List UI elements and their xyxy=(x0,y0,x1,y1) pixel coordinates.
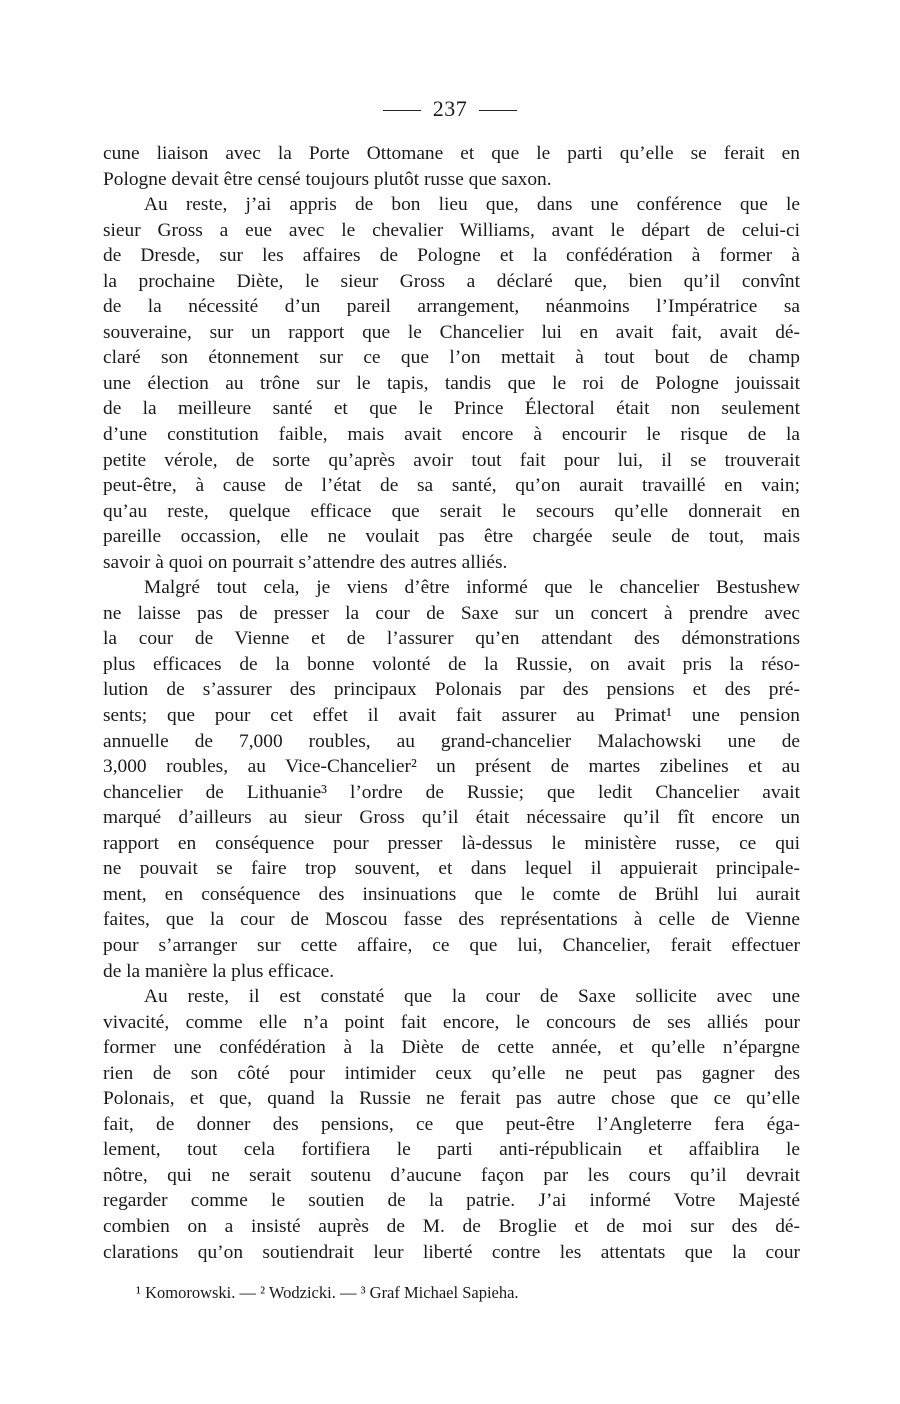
text-line: rien de son côté pour intimider ceux qu’elle ne peut pas gagner des xyxy=(103,1062,800,1084)
text-line: 3,000 roubles, au Vice-Chancelier² un présent de martes zibelines et au xyxy=(103,756,800,778)
text-line: la cour de Vienne et de l’assurer qu’en attendant des démonstrations xyxy=(103,628,800,650)
text-line: de la meilleure santé et que le Prince Électoral était non seulement xyxy=(103,398,800,420)
text-line: clarations qu’on soutiendrait leur liberté contre les attentats que la cour xyxy=(103,1241,800,1263)
text-line: Malgré tout cela, je viens d’être informé que le chancelier Bestushew xyxy=(144,577,800,599)
text-line: fait, de donner des pensions, ce que peut-être l’Angleterre fera éga- xyxy=(103,1113,800,1135)
text-line: ne pouvait se faire trop souvent, et dans lequel il appuierait principale- xyxy=(103,858,800,880)
text-line: former une confédération à la Diète de cette année, et qu’elle n’épargne xyxy=(103,1037,800,1059)
body-text xyxy=(103,141,800,1265)
text-line: faites, que la cour de Moscou fasse des représentations à celle de Vienne xyxy=(103,909,800,931)
text-line: peut-être, à cause de l’état de sa santé, qu’on aurait travaillé en vain; xyxy=(103,475,800,497)
footnotes: ¹ Komorowski. — ² Wodzicki. — ³ Graf Michael Sapieha. xyxy=(136,1283,519,1302)
text-line: sieur Gross a eue avec le chevalier Williams, avant le départ de celui-ci xyxy=(103,219,800,241)
text-line: vivacité, comme elle n’a point fait encore, le concours de ses alliés pour xyxy=(103,1011,800,1033)
text-line: claré son étonnement sur ce que l’on mettait à tout bout de champ xyxy=(103,347,800,369)
left-rule xyxy=(383,110,421,111)
text-line: ne laisse pas de presser la cour de Saxe sur un concert à prendre avec xyxy=(103,602,800,624)
text-line: combien on a insisté auprès de M. de Broglie et de moi sur des dé- xyxy=(103,1215,800,1237)
text-line: petite vérole, de sorte qu’après avoir tout fait pour lui, il se trouverait xyxy=(103,449,800,471)
text-line: pareille occassion, elle ne voulait pas être chargée seule de tout, mais xyxy=(103,526,800,548)
text-line: Au reste, il est constaté que la cour de Saxe sollicite avec une xyxy=(144,986,800,1008)
text-line: savoir à quoi on pourrait s’attendre des autres alliés. xyxy=(103,551,508,573)
text-line: qu’au reste, quelque efficace que serait le secours qu’elle donnerait en xyxy=(103,500,800,522)
text-line: lement, tout cela fortifiera le parti anti-républicain et affaiblira le xyxy=(103,1139,800,1161)
text-line: marqué d’ailleurs au sieur Gross qu’il était nécessaire qu’il fît encore un xyxy=(103,807,800,829)
text-line: de Dresde, sur les affaires de Pologne et la confédération à former à xyxy=(103,245,800,267)
text-line: la prochaine Diète, le sieur Gross a déclaré que, bien qu’il convînt xyxy=(103,270,800,292)
text-line: d’une constitution faible, mais avait encore à encourir le risque de la xyxy=(103,424,800,446)
page-number: 237 xyxy=(432,96,468,121)
text-line: regarder comme le soutien de la patrie. J’ai informé Votre Majesté xyxy=(103,1190,800,1212)
text-line: de la manière la plus efficace. xyxy=(103,960,335,982)
right-rule xyxy=(479,110,517,111)
text-line: plus efficaces de la bonne volonté de la Russie, on avait pris la réso- xyxy=(103,653,800,675)
page-number-header xyxy=(0,96,900,122)
text-line: cune liaison avec la Porte Ottomane et que le parti qu’elle se ferait en xyxy=(103,143,800,164)
text-line: pour s’arranger sur cette affaire, ce que lui, Chancelier, ferait effectuer xyxy=(103,934,800,956)
text-line: Pologne devait être censé toujours plutôt russe que saxon. xyxy=(103,168,552,190)
text-line: une élection au trône sur le tapis, tandis que le roi de Pologne jouissait xyxy=(103,372,800,394)
text-line: souveraine, sur un rapport que le Chancelier lui en avait fait, avait dé- xyxy=(103,321,800,343)
text-line: ment, en conséquence des insinuations que le comte de Brühl lui aurait xyxy=(103,883,800,905)
text-line: sents; que pour cet effet il avait fait assurer au Primat¹ une pension xyxy=(103,705,800,727)
text-line: Polonais, et que, quand la Russie ne ferait pas autre chose que ce qu’elle xyxy=(103,1088,800,1110)
text-line: annuelle de 7,000 roubles, au grand-chancelier Malachowski une de xyxy=(103,730,800,752)
text-line: lution de s’assurer des principaux Polonais par des pensions et des pré- xyxy=(103,679,800,701)
text-line: chancelier de Lithuanie³ l’ordre de Russie; que ledit Chancelier avait xyxy=(103,781,800,803)
text-line: rapport en conséquence pour presser là-dessus le ministère russe, ce qui xyxy=(103,832,800,854)
text-line: nôtre, qui ne serait soutenu d’aucune façon par les cours qu’il devrait xyxy=(103,1164,800,1186)
text-line: Au reste, j’ai appris de bon lieu que, dans une conférence que le xyxy=(144,194,800,216)
text-line: de la nécessité d’un pareil arrangement, néanmoins l’Impératrice sa xyxy=(103,296,800,318)
